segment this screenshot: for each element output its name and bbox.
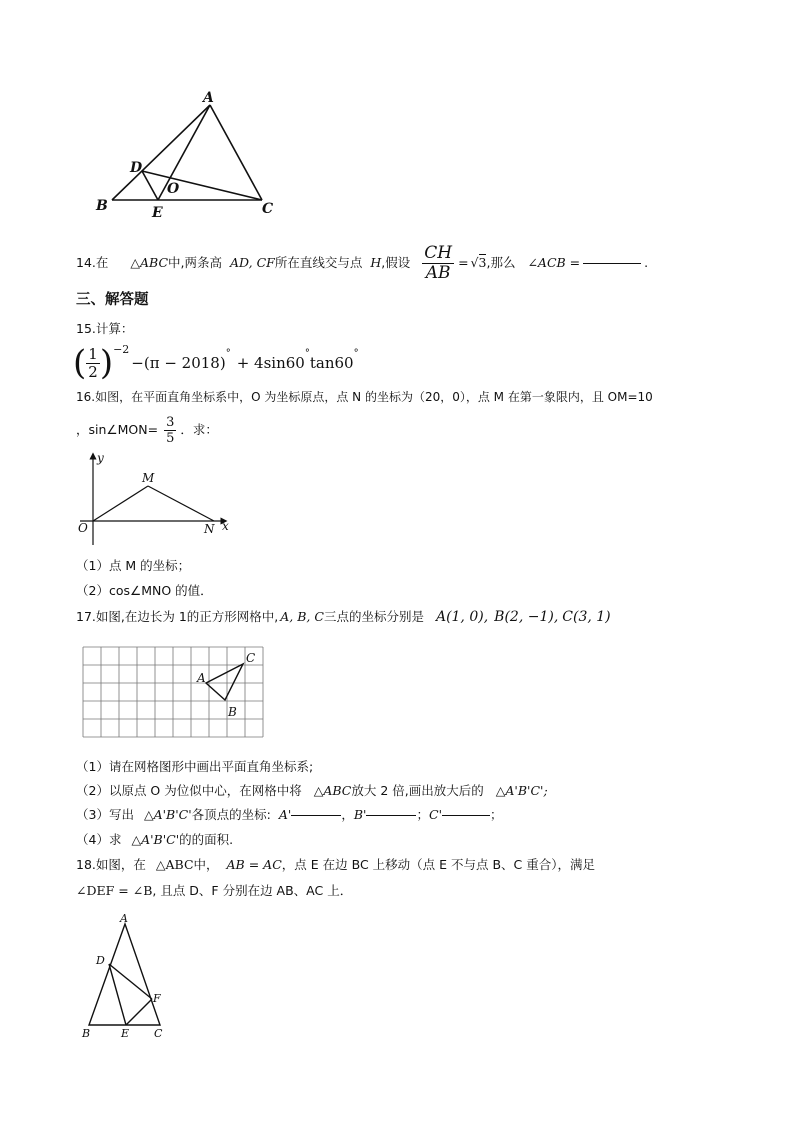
q15-part3: + 4sin60 [236, 354, 305, 372]
question-18-line1: 18.如图，在 △ABC 中， AB = AC ，点 E 在边 BC 上移动（点 E 不与点 B、C 重合），满足 [76, 857, 595, 872]
q14-text4: ,那么 [486, 255, 516, 270]
segment-MN [148, 486, 214, 521]
label-A: A [203, 90, 214, 106]
label-E: E [121, 1027, 130, 1040]
triangle-ABC [206, 664, 243, 700]
segment-DE [109, 964, 126, 1025]
label-B: B [96, 198, 108, 214]
q14-angle: ∠ACB = [527, 255, 581, 270]
q17-blank-A[interactable] [291, 815, 341, 816]
figure-q17-grid [82, 646, 266, 738]
question-17-stem: 17.如图,在边长为 1的正方形网格中, A, B, C 三点的坐标分别是 A(1, 0), B(2, −1), C(3, 1) [76, 609, 611, 625]
label-O: O [78, 521, 88, 535]
question-17-sub2: （2）以原点 O 为位似中心，在网格中将 △ABC 放大 2 倍,画出放大后的 △A'B'C'; [76, 783, 548, 798]
q14-text3: ,假设 [381, 255, 411, 270]
label-O: O [167, 181, 180, 197]
segment-EF [126, 999, 152, 1025]
label-A: A [197, 671, 206, 685]
q14-text2: 所在直线交与点 [274, 255, 363, 270]
line-AB [112, 105, 210, 200]
q17-blank-C[interactable] [442, 815, 490, 816]
q14-h: H [370, 255, 382, 270]
label-C: C [262, 201, 274, 217]
label-B: B [228, 705, 237, 719]
label-B: B [82, 1027, 91, 1040]
line-DE [142, 171, 158, 200]
q16-fraction: $\frac{3}{5}$ [166, 414, 175, 446]
label-N: N [204, 522, 215, 536]
label-F: F [153, 992, 161, 1005]
triangle-ABC [89, 924, 160, 1025]
q15-half: $\frac{1}{2}$ [88, 344, 98, 381]
question-18-line2: ∠DEF = ∠B , 且点 D、F 分别在边 AB、AC 上． [76, 883, 353, 898]
question-16-line2: ，sin∠MON= $\frac{3}{5}$ ．求： [76, 414, 218, 446]
q15-part2: −(π − 2018) [131, 354, 226, 372]
q14-end: . [644, 255, 649, 270]
q14-sqrt: √3 [470, 255, 487, 270]
label-D: D [96, 954, 105, 967]
label-C: C [154, 1027, 163, 1040]
question-14 [76, 242, 649, 283]
q14-prefix: 14.在 [76, 255, 109, 270]
q15-exp1: −2 [113, 343, 130, 356]
label-C: C [246, 651, 256, 665]
question-15-expression: ( $\frac{1}{2}$ ) −2 −(π − 2018) ° + 4sin60 ° tan60 ° [73, 343, 359, 383]
q14-frac-den: AB [425, 262, 451, 283]
question-17-sub4: （4）求 △A'B'C' 的的面积. [76, 832, 234, 847]
q14-frac-num: CH [424, 242, 453, 263]
line-AC [210, 105, 262, 200]
q14-eq: = [458, 255, 469, 270]
segment-OM [93, 486, 148, 521]
q14-answer-blank[interactable] [583, 263, 641, 264]
q14-sqrt-val: 3 [478, 255, 487, 270]
label-E: E [152, 205, 163, 221]
label-A: A [120, 912, 128, 925]
q14-triangle: △ [130, 255, 141, 270]
q17-blank-B[interactable] [366, 815, 416, 816]
q14-abc: ABC [140, 255, 169, 270]
label-D: D [130, 160, 143, 176]
q14-fraction [422, 242, 454, 283]
question-16-sub1: （1）点 M 的坐标； [76, 558, 191, 573]
q15-part4: tan60 [309, 354, 354, 372]
q15-exp2: ° [225, 348, 231, 359]
label-M: M [142, 471, 155, 485]
question-17-sub1: （1）请在网格图形中画出平面直角坐标系; [76, 759, 314, 774]
figure-q16 [74, 450, 239, 550]
question-17-sub3: （3）写出 △A'B'C' 各顶点的坐标: A' ， B' ； C' ； [76, 807, 503, 822]
question-15-label: 15.计算： [76, 321, 134, 336]
label-y: y [97, 451, 104, 465]
q14-text1: 中,两条高 [168, 255, 223, 270]
figure-q13 [90, 88, 290, 223]
question-16-sub2: （2）cos∠MNO 的值． [76, 583, 213, 598]
section-3-title: 三、解答题 [76, 292, 149, 308]
figure-q18 [76, 912, 176, 1042]
label-x: x [222, 519, 229, 533]
question-16-line1: 16.如图，在平面直角坐标系中，O 为坐标原点，点 N 的坐标为（20，0），点 M 在第一象限内，且 OM=10 [76, 390, 653, 404]
q14-adcf: AD, CF [230, 255, 275, 270]
